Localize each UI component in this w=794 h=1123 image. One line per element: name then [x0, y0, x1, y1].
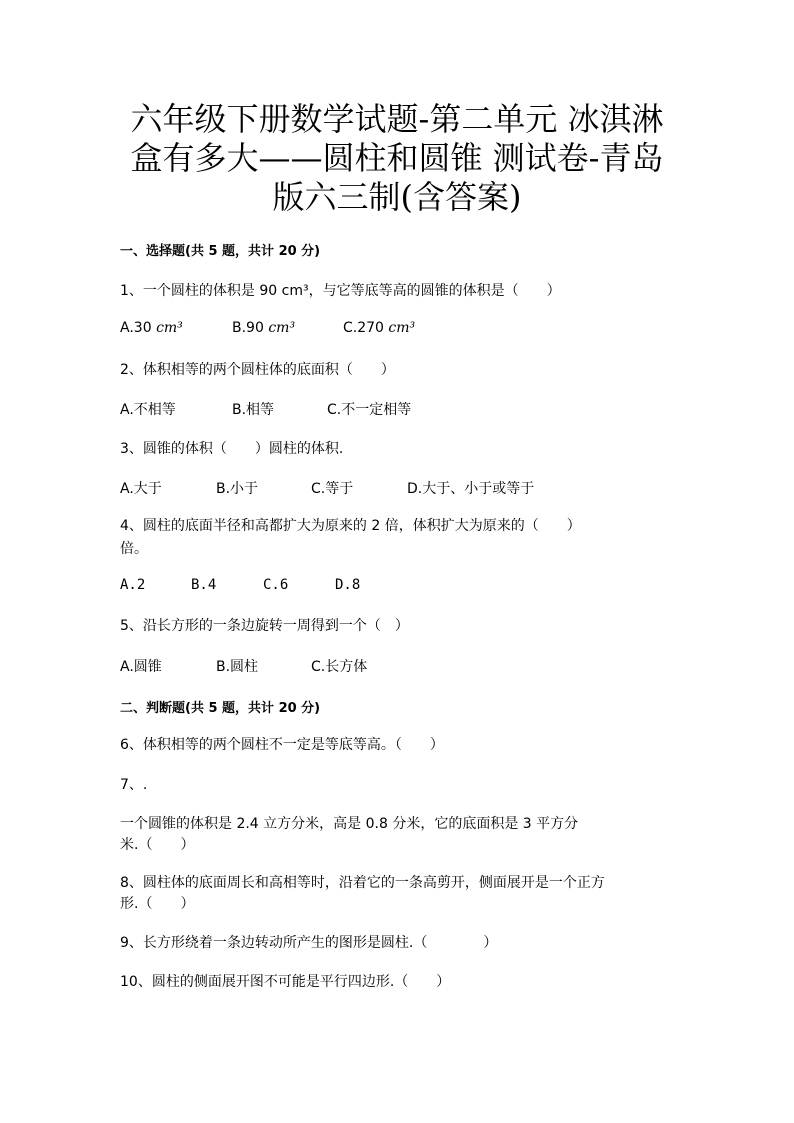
q1-option-c: C.270 cm³: [343, 320, 416, 336]
title-line-1: 六年级下册数学试题-第二单元 冰淇淋: [130, 100, 664, 138]
question-10: 10、圆柱的侧面展开图不可能是平行四边形.（ ）: [120, 974, 451, 990]
question-6: 6、体积相等的两个圆柱不一定是等底等高。（ ）: [120, 737, 444, 753]
q4-option-a: A.2: [120, 577, 146, 593]
question-8-line-2: 形.（ ）: [120, 896, 195, 912]
q5-option-b: B.圆柱: [216, 659, 259, 675]
q3-option-c: C.等于: [311, 481, 354, 497]
question-9: 9、长方形绕着一条边转动所产生的图形是圆柱.（ ）: [120, 935, 498, 951]
question-1: 1、一个圆柱的体积是 90 cm³，与它等底等高的圆锥的体积是（ ）: [120, 283, 561, 299]
section-heading-choice: 一、选择题(共 5 题，共计 20 分): [120, 244, 321, 259]
q2-option-b: B.相等: [232, 402, 275, 418]
question-4-line-2: 倍。: [120, 541, 148, 557]
question-7-line-1: 一个圆锥的体积是 2.4 立方分米，高是 0.8 分米，它的底面积是 3 平方分: [120, 816, 579, 832]
q4-option-c: C.6: [263, 577, 289, 593]
q1-option-a: A.30 cm³: [120, 320, 183, 336]
title-line-3: 版六三制(含答案): [272, 178, 522, 216]
q1-option-c-unit: cm³: [388, 320, 416, 336]
q2-option-c: C.不一定相等: [327, 402, 412, 418]
q3-option-d: D.大于、小于或等于: [407, 481, 535, 497]
q1-option-a-unit: cm³: [156, 320, 183, 336]
section-heading-judgement: 二、判断题(共 5 题，共计 20 分): [120, 701, 321, 716]
question-8-line-1: 8、圆柱体的底面周长和高相等时，沿着它的一条高剪开，侧面展开是一个正方: [120, 875, 605, 891]
q1-option-b: B.90 cm³: [232, 320, 296, 336]
q3-option-b: B.小于: [216, 481, 259, 497]
document-title: [110, 100, 684, 217]
q4-option-b: B.4: [191, 577, 217, 593]
q2-option-a: A.不相等: [120, 402, 176, 418]
q1-option-b-unit: cm³: [268, 320, 296, 336]
q3-option-a: A.大于: [120, 481, 162, 497]
q5-option-a: A.圆锥: [120, 659, 162, 675]
question-7-label: 7、.: [120, 777, 148, 793]
question-3: 3、圆锥的体积（ ）圆柱的体积.: [120, 441, 344, 457]
title-line-2: 盒有多大——圆柱和圆锥 测试卷-青岛: [130, 139, 664, 177]
q4-option-d: D.8: [335, 577, 361, 593]
question-7-line-2: 米.（ ）: [120, 837, 195, 853]
question-2: 2、体积相等的两个圆柱体的底面积（ ）: [120, 362, 395, 378]
question-4-line-1: 4、圆柱的底面半径和高都扩大为原来的 2 倍，体积扩大为原来的（ ）: [120, 518, 581, 534]
q5-option-c: C.长方体: [311, 659, 368, 675]
question-5: 5、沿长方形的一条边旋转一周得到一个（ ）: [120, 618, 409, 634]
